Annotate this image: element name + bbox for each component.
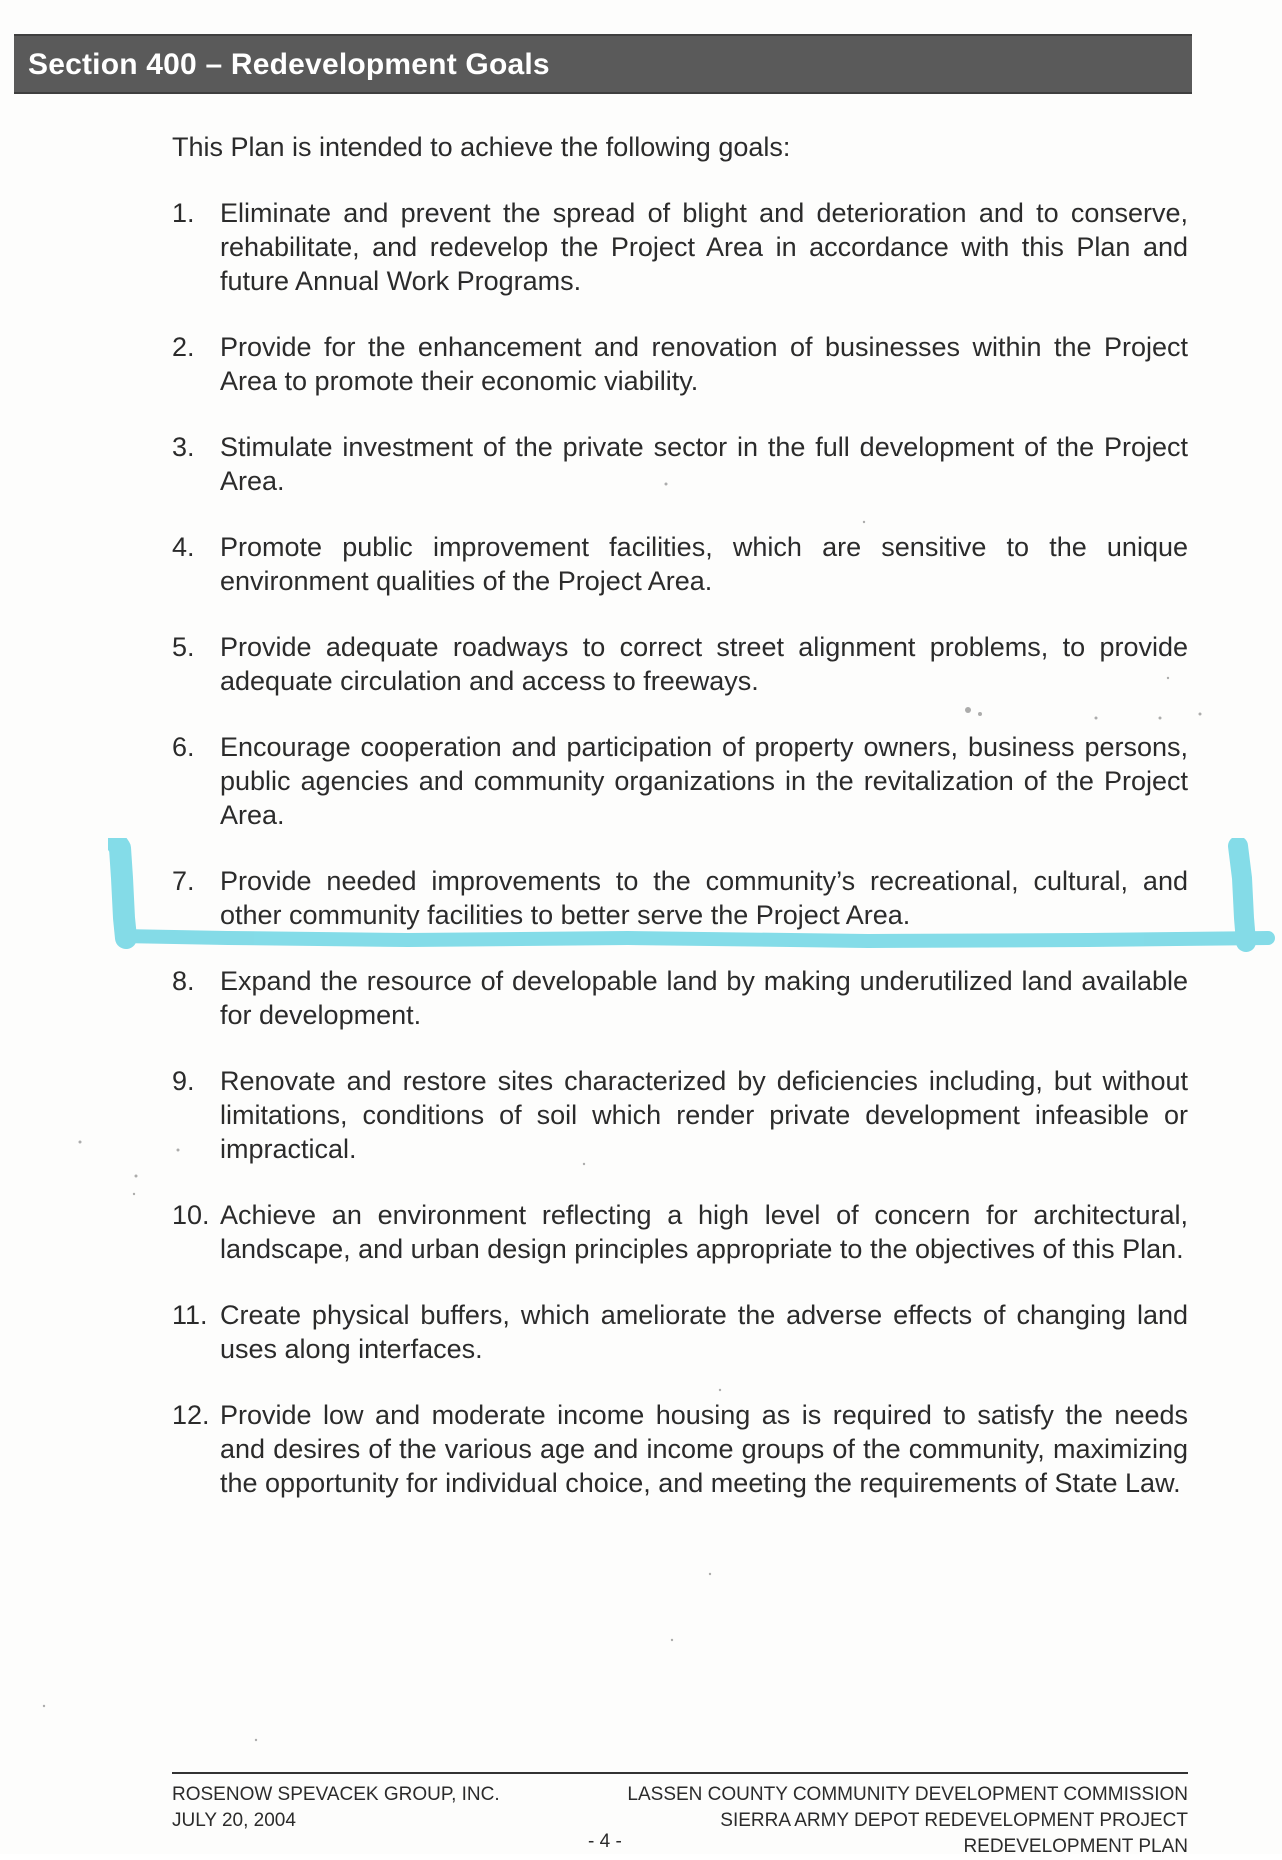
goal-text: Provide low and moderate income housing as is required to satisfy the needs and desires of the various age and income groups of the community, maximizing the opportunity for individual choice, and meeting the requirements of State Law. (220, 1400, 1188, 1498)
goal-item (172, 530, 1188, 598)
goal-number: 10. (172, 1200, 210, 1230)
goal-number: 3. (172, 432, 195, 462)
intro-text: This Plan is intended to achieve the following goals: (172, 132, 791, 162)
goal-text: Achieve an environment reflecting a high level of concern for architectural, landscape, and urban design principles appropriate to the objectives of this Plan. (220, 1200, 1188, 1264)
goal-number: 7. (172, 866, 195, 896)
goal-item (172, 630, 1188, 698)
goal-text: Eliminate and prevent the spread of blight and deterioration and to conserve, rehabilitate, and redevelop the Project Area in accordance with this Plan and future Annual Work Programs. (220, 198, 1188, 296)
goal-text: Encourage cooperation and participation of property owners, business persons, public agencies and community organizations in the revitalization of the Project Area. (220, 732, 1188, 830)
footer-left (172, 1782, 500, 1834)
goal-number: 1. (172, 198, 195, 228)
goal-item (172, 730, 1188, 832)
section-header-bar (14, 34, 1192, 94)
footer-project: SIERRA ARMY DEPOT REDEVELOPMENT PROJECT (720, 1810, 1188, 1831)
goal-item (172, 1198, 1188, 1266)
goal-text: Provide adequate roadways to correct street alignment problems, to provide adequate circulation and access to freeways. (220, 632, 1188, 696)
goal-text: Expand the resource of developable land by making underutilized land available for development. (220, 966, 1188, 1030)
footer-plan: REDEVELOPMENT PLAN (963, 1836, 1188, 1857)
goal-item (172, 1298, 1188, 1366)
goal-number: 5. (172, 632, 195, 662)
goals-list (172, 196, 1188, 1532)
goal-text: Create physical buffers, which ameliorate the adverse effects of changing land uses along interfaces. (220, 1300, 1188, 1364)
footer-date: JULY 20, 2004 (172, 1810, 296, 1831)
goal-text: Promote public improvement facilities, which are sensitive to the unique environment qualities of the Project Area. (220, 532, 1188, 596)
goal-text: Provide needed improvements to the community’s recreational, cultural, and other community facilities to better serve the Project Area. (220, 866, 1188, 930)
footer-right (627, 1782, 1188, 1860)
goal-number: 9. (172, 1066, 195, 1096)
goal-number: 2. (172, 332, 195, 362)
goal-item-highlighted (172, 864, 1188, 932)
highlighter-left-stroke (116, 842, 126, 938)
goal-number: 8. (172, 966, 195, 996)
goal-number: 11. (172, 1300, 208, 1330)
goal-item (172, 430, 1188, 498)
page-number: - 4 - (588, 1831, 622, 1852)
goal-text: Renovate and restore sites characterized by deficiencies including, but without limitations, conditions of soil which render private development infeasible or impractical. (220, 1066, 1188, 1164)
goal-number: 6. (172, 732, 195, 762)
goal-number: 12. (172, 1400, 210, 1430)
goal-item (172, 1064, 1188, 1166)
goal-item (172, 964, 1188, 1032)
footer-commission: LASSEN COUNTY COMMUNITY DEVELOPMENT COMMISSION (627, 1784, 1188, 1805)
goal-text: Provide for the enhancement and renovation of businesses within the Project Area to promote their economic viability. (220, 332, 1188, 396)
goal-item (172, 330, 1188, 398)
goal-item (172, 1398, 1188, 1500)
section-title: Section 400 – Redevelopment Goals (28, 48, 550, 81)
highlighter-right-stroke (1238, 846, 1246, 942)
goal-number: 4. (172, 532, 195, 562)
footer-company: ROSENOW SPEVACEK GROUP, INC. (172, 1784, 500, 1805)
goal-item (172, 196, 1188, 298)
footer-divider (172, 1772, 1188, 1774)
goal-text: Stimulate investment of the private sector in the full development of the Project Area. (220, 432, 1188, 496)
